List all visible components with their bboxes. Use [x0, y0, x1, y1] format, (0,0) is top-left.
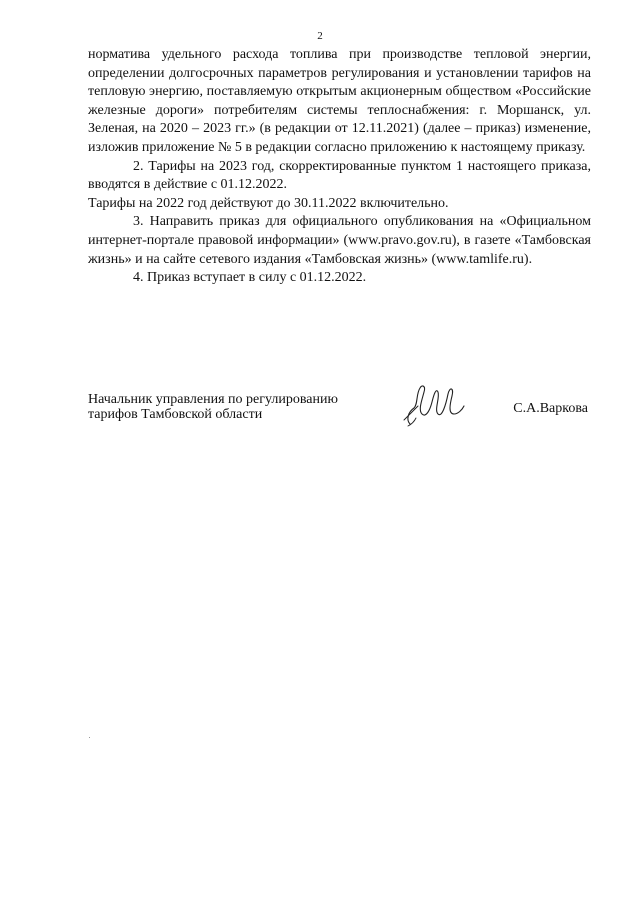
paragraph-effective-date: 4. Приказ вступает в силу с 01.12.2022. — [133, 270, 367, 286]
handwritten-signature — [400, 380, 470, 430]
signatory-title — [88, 392, 338, 422]
paragraph-tariffs-2023: 2. Тарифы на 2023 год, скорректированные пунктом 1 настоящего приказа, вводятся в действие с 01.12.2022. — [88, 158, 591, 193]
scan-speck — [89, 737, 90, 738]
page-number: 2 — [317, 30, 323, 42]
document-body — [88, 46, 591, 288]
paragraph-tariffs-2022: Тарифы на 2022 год действуют до 30.11.2022 включительно. — [88, 195, 449, 211]
paragraph-amendment: норматива удельного расхода топлива при производстве тепловой энергии, определении долгосрочных параметров регулирования и установлении тарифов на тепловую энергию, поставляемую открытым акционерным обществом «Российские железные дороги» потребителям системы теплоснабжения: г. Моршанск, ул. Зеленая, на 2020 – 2023 гг.» (в редакции от 12.11.2021) (далее – приказ) изменение, изложив приложение № 5 в редакции согласно приложению к настоящему приказу. — [88, 47, 591, 155]
signatory-title-line2: тарифов Тамбовской области — [88, 407, 263, 422]
signatory-title-line1: Начальник управления по регулированию — [88, 392, 338, 407]
signature-block — [88, 392, 591, 432]
paragraph-publication: 3. Направить приказ для официального опубликования на «Официальном интернет-портале правовой информации» (www.pravo.gov.ru), в газете «Тамбовская жизнь» и на сайте сетевого издания «Тамбовская жизнь» (www.tamlife.ru). — [88, 214, 591, 267]
signatory-name: С.А.Варкова — [513, 401, 588, 416]
